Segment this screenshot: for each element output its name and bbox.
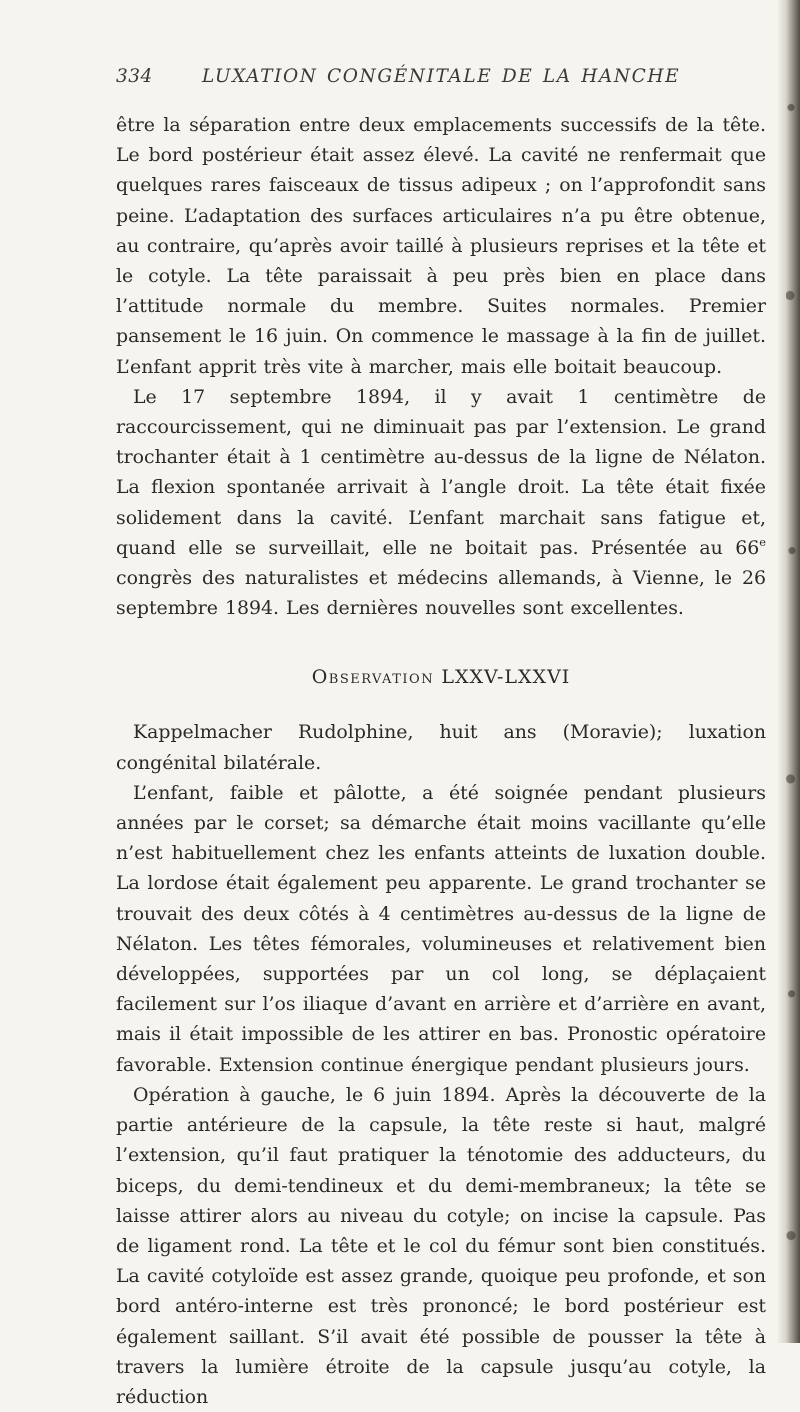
observation-number: LXXV-LXXVI (441, 666, 571, 689)
paragraph-follow-up-text-end: congrès des naturalistes et médecins allemands, à Vienne, le 26 septembre 1894. Les dernières nouvelles sont excellentes. (116, 567, 766, 620)
running-title: LUXATION CONGÉNITALE DE LA HANCHE (202, 66, 681, 87)
page-number: 334 (116, 66, 153, 87)
paragraph-follow-up (116, 382, 766, 624)
running-header (116, 66, 744, 94)
observation-heading (116, 663, 766, 691)
page-binding-edge (778, 0, 800, 1343)
page-body (116, 110, 766, 1412)
ordinal-superscript: e (759, 534, 766, 549)
binding-stains (786, 0, 796, 1343)
operation-report: Opération à gauche, le 6 juin 1894. Après la découverte de la partie antérieure de la capsule, la tête reste si haut, malgré l’extension, qu’il faut pratiquer la ténotomie des adducteurs, du biceps, du demi-tendineux et du demi-membraneux; la tête se laisse attirer alors au niveau du cotyle; on incise la capsule. Pas de ligament rond. La tête et le col du fémur sont bien constitués. La cavité cotyloïde est assez grande, quoique peu profonde, et son bord antéro-interne est très prononcé; le bord postérieur est également saillant. S’il avait été possible de pousser la tête à travers la lumière étroite de la capsule jusqu’au cotyle, la réduction (116, 1083, 766, 1408)
observation-label: Observation (311, 666, 435, 689)
paragraph-follow-up-text-start: Le 17 septembre 1894, il y avait 1 centimètre de raccourcissement, qui ne diminuait pas par l’extension. Le grand trochanter était à 1 centimètre au-dessus de la ligne de Nélaton. La flexion spontanée arrivait à l’angle droit. La tête était fixée solidement dans la cavité. L’enfant marchait sans fatigue et, quand elle se surveillait, elle ne boitait pas. Présentée au 66 (116, 385, 766, 559)
patient-summary: Kappelmacher Rudolphine, huit ans (Moravie); luxation congénital bilatérale. (116, 721, 766, 774)
patient-history: L’enfant, faible et pâlotte, a été soignée pendant plusieurs années par le corset; sa démarche était moins vacillante qu’elle n’est habituellement chez les enfants atteints de luxation double. La lordose était également peu apparente. Le grand trochanter se trouvait des deux côtés à 4 centimètres au-dessus de la ligne de Nélaton. Les têtes fémorales, volumineuses et relativement bien développées, supportées par un col long, se déplaçaient facilement sur l’os iliaque d’avant en arrière et d’arrière en avant, mais il était impossible de les attirer en bas. Pronostic opératoire favorable. Extension continue énergique pendant plusieurs jours. (116, 781, 766, 1076)
paragraph-continuation: être la séparation entre deux emplacements successifs de la tête. Le bord postérieur était assez élevé. La cavité ne renfermait que quelques rares faisceaux de tissus adipeux ; on l’approfondit sans peine. L’adaptation des surfaces articulaires n’a pu être obtenue, au contraire, qu’après avoir taillé à plusieurs reprises et la tête et le cotyle. La tête paraissait à peu près bien en place dans l’attitude normale du membre. Suites normales. Premier pansement le 16 juin. On commence le massage à la fin de juillet. L’enfant apprit très vite à marcher, mais elle boitait beaucoup. (116, 114, 766, 378)
